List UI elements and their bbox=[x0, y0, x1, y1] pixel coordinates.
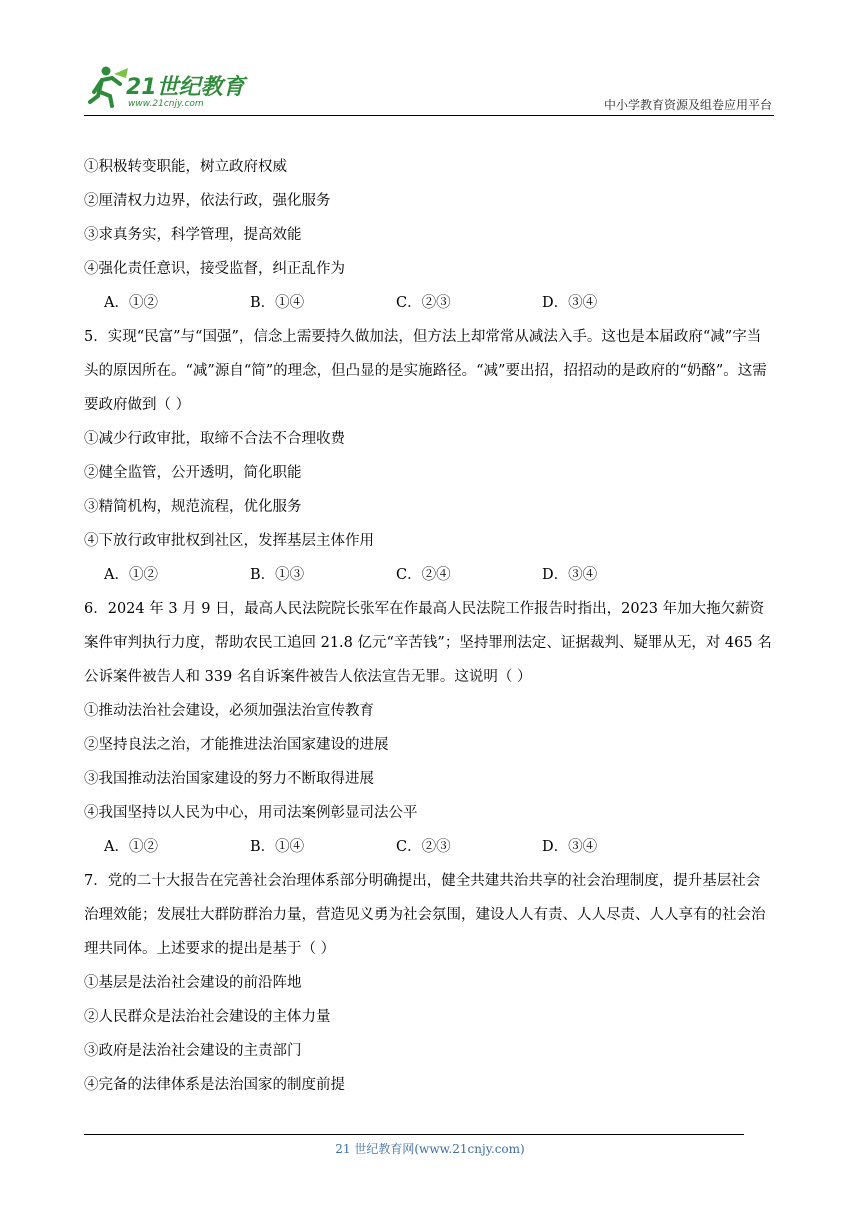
runner-logo-icon bbox=[84, 62, 254, 110]
statement: ②厘清权力边界，依法行政，强化服务 bbox=[84, 193, 331, 209]
answer-options bbox=[84, 286, 774, 320]
statement: ①基层是法治社会建设的前沿阵地 bbox=[84, 975, 302, 991]
statement: ①推动法治社会建设，必须加强法治宣传教育 bbox=[84, 703, 374, 719]
statement: ④我国坚持以人民为中心，用司法案例彰显司法公平 bbox=[84, 805, 418, 821]
statement: ③精简机构，规范流程，优化服务 bbox=[84, 499, 302, 515]
page-header bbox=[84, 62, 774, 114]
option-b: B．①④ bbox=[250, 295, 305, 311]
statement: ④下放行政审批权到社区，发挥基层主体作用 bbox=[84, 533, 374, 549]
answer-options bbox=[84, 558, 774, 592]
footer-link[interactable]: 21 世纪教育网(www.21cnjy.com) bbox=[335, 1142, 525, 1156]
option-a: A．①② bbox=[104, 567, 158, 583]
option-b: B．①④ bbox=[250, 839, 305, 855]
platform-name: 中小学教育资源及组卷应用平台 bbox=[603, 98, 772, 112]
option-c: C．②③ bbox=[396, 295, 451, 311]
footer-divider bbox=[84, 1134, 744, 1135]
option-a: A．①② bbox=[104, 295, 158, 311]
question-stem: 6．2024 年 3 月 9 日，最高人民法院院长张军在作最高人民法院工作报告时指出，2023 年加大拖欠薪资案件审判执行力度，帮助农民工追回 21.8 亿元“辛苦钱”；坚持罪刑法定、证据裁判、疑罪从无，对 465 名公诉案件被告人和 339 名自诉案件被告人依法宣告无罪。这说明（ ） bbox=[84, 601, 772, 685]
svg-text:www.21cnjy.com: www.21cnjy.com bbox=[128, 99, 204, 109]
option-a: A．①② bbox=[104, 839, 158, 855]
statement: ②坚持良法之治，才能推进法治国家建设的进展 bbox=[84, 737, 389, 753]
statement: ①减少行政审批，取缔不合法不合理收费 bbox=[84, 431, 345, 447]
statement: ①积极转变职能，树立政府权威 bbox=[84, 159, 287, 175]
statement: ④完备的法律体系是法治国家的制度前提 bbox=[84, 1077, 345, 1093]
option-d: D．③④ bbox=[542, 839, 598, 855]
option-d: D．③④ bbox=[542, 567, 598, 583]
header-divider bbox=[84, 115, 774, 116]
answer-options bbox=[84, 830, 774, 864]
option-c: C．②④ bbox=[396, 567, 451, 583]
statement: ③政府是法治社会建设的主责部门 bbox=[84, 1043, 302, 1059]
option-b: B．①③ bbox=[250, 567, 305, 583]
statement: ③我国推动法治国家建设的努力不断取得进展 bbox=[84, 771, 374, 787]
question-stem: 5．实现“民富”与“国强”，信念上需要持久做加法，但方法上却常常从减法入手。这也是本届政府“减”字当头的原因所在。“减”源自“简”的理念，但凸显的是实施路径。“减”要出招，招招动的是政府的“奶酪”。这需要政府做到（ ） bbox=[84, 329, 767, 413]
statement: ②健全监管，公开透明，简化职能 bbox=[84, 465, 302, 481]
option-c: C．②③ bbox=[396, 839, 451, 855]
statement: ④强化责任意识，接受监督，纠正乱作为 bbox=[84, 261, 345, 277]
svg-text:21世纪教育: 21世纪教育 bbox=[126, 75, 245, 100]
question-stem: 7．党的二十大报告在完善社会治理体系部分明确提出，健全共建共治共享的社会治理制度，提升基层社会治理效能；发展壮大群防群治力量，营造见义勇为社会氛围，建设人人有责、人人尽责、人人享有的社会治理共同体。上述要求的提出是基于（ ） bbox=[84, 873, 766, 957]
statement: ③求真务实，科学管理，提高效能 bbox=[84, 227, 302, 243]
site-logo bbox=[84, 62, 254, 110]
option-d: D．③④ bbox=[542, 295, 598, 311]
statement: ②人民群众是法治社会建设的主体力量 bbox=[84, 1009, 331, 1025]
question-content bbox=[84, 150, 774, 1102]
